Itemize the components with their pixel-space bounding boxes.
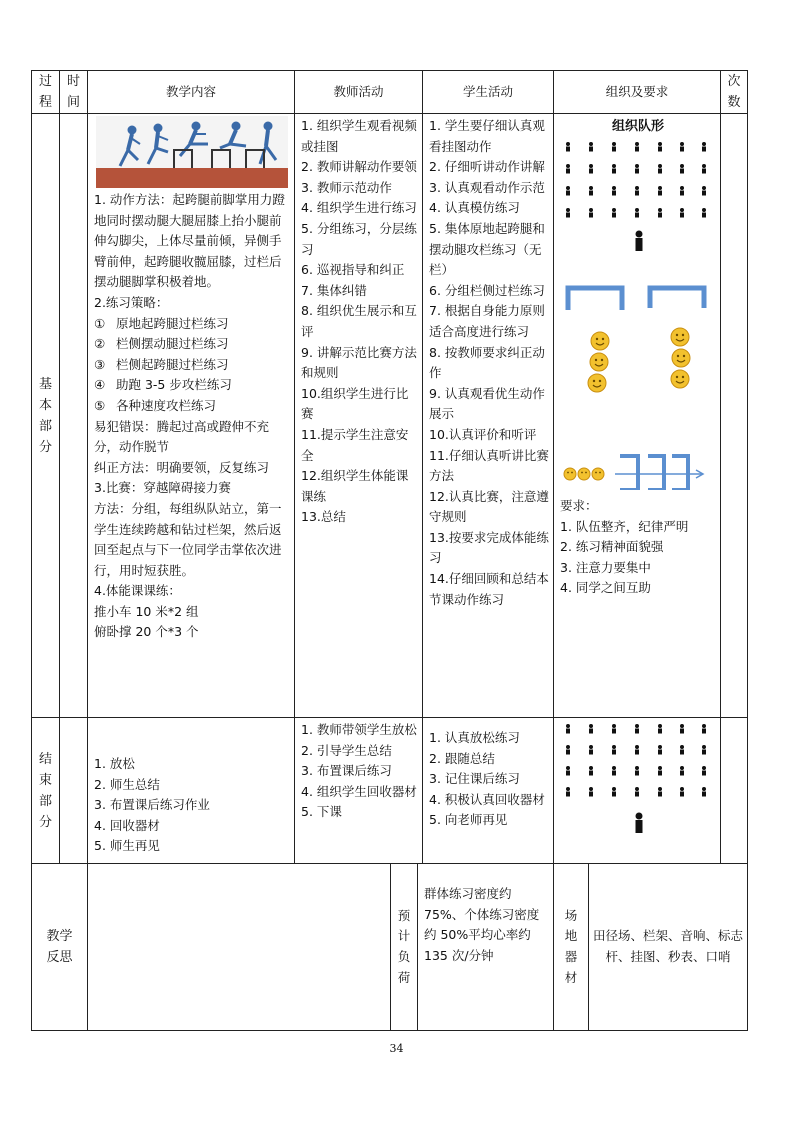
- hurdle-icon: [650, 288, 704, 308]
- venue-text: 田径场、栏架、音响、标志杆、挂图、秒表、口哨: [588, 864, 747, 1030]
- smiley-eye: [599, 380, 601, 382]
- student-figure-head: [658, 208, 662, 212]
- ending-content-item: 4. 回收器材: [94, 817, 160, 833]
- teacher-item: 9. 讲解示范比赛方法和规则: [301, 344, 417, 381]
- student-item: 14.仔细回顾和总结本节课动作练习: [429, 571, 549, 607]
- student-figure-body: [612, 191, 616, 196]
- teacher-item: 2. 教师讲解动作要领: [301, 159, 417, 175]
- student-figure-body: [612, 169, 616, 174]
- header-process-1: 过: [38, 74, 52, 89]
- student-figure-body: [566, 750, 570, 755]
- teacher-figure-head: [636, 813, 643, 820]
- smiley-eye: [593, 380, 595, 382]
- student-figure-head: [702, 724, 706, 728]
- smiley-eye: [599, 472, 601, 474]
- student-figure-head: [658, 724, 662, 728]
- student-figure-body: [589, 169, 593, 174]
- student-item: 3. 认真观看动作示范: [429, 179, 545, 195]
- venue-cell: [554, 864, 748, 1031]
- relay-hurdle-icon: [672, 456, 688, 490]
- student-figure-head: [589, 186, 593, 190]
- relay-hurdle-icon: [648, 456, 664, 490]
- student-item: 4. 认真模仿练习: [429, 200, 520, 216]
- smiley-eye: [571, 472, 573, 474]
- student-figure-body: [612, 729, 616, 734]
- student-figure-body: [680, 213, 684, 218]
- smiley-face: [672, 349, 690, 367]
- student-figure-body: [658, 147, 662, 152]
- student-figure-body: [680, 792, 684, 797]
- reflection-body: [88, 864, 554, 1031]
- teacher-item: 7. 集体纠错: [301, 282, 367, 298]
- student-figure-head: [680, 745, 684, 749]
- formation-title: 组织队形: [611, 119, 664, 134]
- student-figure-head: [635, 208, 639, 212]
- teacher-item: 3. 教师示范动作: [301, 179, 392, 195]
- student-figure-body: [589, 771, 593, 776]
- ending-teacher-item: 5. 下课: [301, 804, 342, 820]
- student-figure-body: [566, 169, 570, 174]
- student-figure-body: [658, 191, 662, 196]
- ending-content-item: 1. 放松: [94, 756, 135, 771]
- student-figure-head: [658, 745, 662, 749]
- student-figure-head: [658, 787, 662, 791]
- student-figure-body: [680, 169, 684, 174]
- student-figure-head: [702, 208, 706, 212]
- ending-content-item: 5. 师生再见: [94, 838, 160, 854]
- student-figure-head: [612, 745, 616, 749]
- formation-diagram: [560, 138, 715, 490]
- ending-teacher-item: 2. 引导学生总结: [301, 742, 392, 758]
- ending-row: [32, 718, 748, 864]
- student-figure-head: [566, 787, 570, 791]
- teacher-item: 11.提示学生注意安全: [301, 426, 409, 463]
- header-teacher: 教师活动: [295, 71, 423, 114]
- student-figure-head: [589, 724, 593, 728]
- student-figure-head: [635, 142, 639, 146]
- header-process-2: 程: [38, 95, 52, 110]
- ending-student-item: 5. 向老师再见: [429, 812, 508, 828]
- student-figure-head: [566, 208, 570, 212]
- venue-label: 场 地 器 材: [564, 907, 578, 985]
- student-figure-head: [566, 766, 570, 770]
- content-strategy-title: 2.练习策略：: [94, 294, 169, 310]
- student-figure-head: [680, 142, 684, 146]
- student-figure-body: [702, 771, 706, 776]
- ending-student-item: 2. 跟随总结: [429, 750, 495, 766]
- content-method: 1. 动作方法：起跨腿前脚掌用力蹬地同时摆动腿大腿屈膝上抬小腿前伸勾脚尖，上体尽量前倾，异侧手臂前伸，起跨腿收髋屈膝，过栏后摆动腿脚掌积极着地。: [94, 192, 285, 290]
- student-figure-body: [680, 147, 684, 152]
- student-figure-body: [612, 750, 616, 755]
- student-figure-body: [658, 729, 662, 734]
- student-figure-body: [566, 792, 570, 797]
- student-item: 6. 分组栏侧过栏练习: [429, 282, 545, 298]
- content-fitness-1: 推小车 10 米*2 组: [94, 603, 199, 619]
- ending-teacher-item: 4. 组织学生回收器材: [301, 783, 417, 799]
- track-surface: [96, 168, 288, 188]
- teacher-item: 12.组织学生体能课课练: [301, 468, 409, 504]
- student-figure-body: [566, 191, 570, 196]
- student-figure-head: [702, 766, 706, 770]
- load-label: 预 计 负 荷: [390, 864, 417, 1030]
- student-figure-head: [589, 787, 593, 791]
- smiley-eye: [585, 472, 587, 474]
- student-figure-head: [635, 745, 639, 749]
- smiley-face: [588, 374, 606, 392]
- strategy-4: ④ 助跑 3-5 步攻栏练习: [94, 377, 232, 393]
- ending-student-item: 3. 记住课后练习: [429, 771, 520, 787]
- student-figure-head: [680, 208, 684, 212]
- smiley-eye: [683, 355, 685, 357]
- basic-count: [721, 114, 748, 718]
- student-figure-body: [612, 792, 616, 797]
- smiley-eye: [676, 376, 678, 378]
- teacher-item: 10.组织学生进行比赛: [301, 385, 409, 422]
- header-organization: 组织及要求: [554, 71, 721, 114]
- smiley-eye: [676, 334, 678, 336]
- hurdling-illustration: [96, 116, 288, 188]
- teacher-item: 1. 组织学生观看视频或挂图: [301, 118, 417, 154]
- student-figure-head: [680, 164, 684, 168]
- student-figure-head: [612, 164, 616, 168]
- smiley-eye: [602, 338, 604, 340]
- smiley-face: [591, 332, 609, 350]
- student-figure-head: [680, 724, 684, 728]
- student-figure-head: [589, 142, 593, 146]
- smiley-eye: [595, 472, 597, 474]
- requirements-title: 要求：: [560, 498, 598, 513]
- ending-content: [88, 718, 295, 864]
- student-figure-head: [658, 164, 662, 168]
- student-figure-body: [635, 750, 639, 755]
- student-item: 5. 集体原地起跨腿和摆动腿攻栏练习（无栏）: [429, 220, 545, 278]
- student-figure-body: [589, 792, 593, 797]
- ending-count: [721, 718, 748, 864]
- student-figure-body: [566, 213, 570, 218]
- ending-student-item: 4. 积极认真回收器材: [429, 791, 545, 807]
- student-figure-body: [635, 147, 639, 152]
- smiley-face: [564, 468, 576, 480]
- header-row: [32, 71, 748, 114]
- student-figure-body: [566, 771, 570, 776]
- student-figure-head: [635, 186, 639, 190]
- student-figure-body: [635, 169, 639, 174]
- student-figure-head: [612, 208, 616, 212]
- student-figure-body: [635, 191, 639, 196]
- teacher-figure-body: [636, 820, 643, 833]
- ending-student: [423, 718, 554, 864]
- basic-organization: [554, 114, 721, 718]
- smiley-face: [590, 353, 608, 371]
- teacher-figure-body: [636, 238, 643, 251]
- student-figure-head: [680, 766, 684, 770]
- student-figure-body: [612, 771, 616, 776]
- content-correction: 纠正方法：明确要领，反复练习: [94, 459, 270, 475]
- smiley-eye: [595, 359, 597, 361]
- reflection-row: [32, 864, 748, 1031]
- smiley-face: [592, 468, 604, 480]
- student-item: 1. 学生要仔细认真观看挂图动作: [429, 118, 545, 154]
- student-item: 9. 认真观看优生动作展示: [429, 385, 545, 422]
- basic-section-label: 基 本 部 分: [32, 114, 60, 718]
- content-fitness-title: 4.体能课课练：: [94, 583, 181, 599]
- student-figure-body: [635, 792, 639, 797]
- load-text: 群体练习密度约75%、个体练习密度约 50%平均心率约 135 次/分钟: [417, 864, 553, 1030]
- student-figure-head: [658, 766, 662, 770]
- student-item: 2. 仔细听讲动作讲解: [429, 159, 545, 175]
- ending-teacher-item: 3. 布置课后练习: [301, 763, 392, 779]
- student-figure-head: [635, 724, 639, 728]
- header-count: 次 数: [721, 71, 748, 114]
- student-figure-head: [612, 787, 616, 791]
- strategy-2: ② 栏侧摆动腿过栏练习: [94, 336, 229, 352]
- ending-time: [60, 718, 88, 864]
- ending-teacher: [295, 718, 423, 864]
- student-figure-head: [702, 164, 706, 168]
- student-figure-body: [702, 750, 706, 755]
- student-figure-head: [702, 745, 706, 749]
- student-figure-head: [589, 208, 593, 212]
- student-figure-head: [612, 142, 616, 146]
- student-figure-head: [589, 745, 593, 749]
- student-figure-head: [566, 745, 570, 749]
- student-figure-body: [658, 169, 662, 174]
- content-competition-method: 方法：分组，每组纵队站立，第一学生连续跨越和钻过栏架，然后返回至起点与下一位同学击掌依次进行，用时短获胜。: [94, 500, 282, 578]
- hurdle-icon: [568, 288, 622, 310]
- student-figure-head: [589, 164, 593, 168]
- student-figure-body: [566, 147, 570, 152]
- student-figure-head: [589, 766, 593, 770]
- student-item: 8. 按教师要求纠正动作: [429, 344, 545, 381]
- student-figure-body: [635, 729, 639, 734]
- student-item: 7. 根据自身能力原则适合高度进行练习: [429, 303, 545, 339]
- reflection-text-area: [88, 864, 390, 1030]
- ending-teacher-item: 1. 教师带领学生放松: [301, 722, 417, 737]
- lesson-plan-table: [31, 70, 748, 1031]
- smiley-eye: [682, 376, 684, 378]
- student-figure-head: [612, 186, 616, 190]
- teacher-item: 6. 巡视指导和纠正: [301, 262, 405, 278]
- smiley-face: [671, 370, 689, 388]
- student-figure-head: [635, 164, 639, 168]
- ending-formation-diagram: [560, 720, 715, 838]
- ending-section-label: 结 束 部 分: [32, 718, 60, 864]
- requirement-item: 1. 队伍整齐，纪律严明: [560, 518, 689, 534]
- basic-time: [60, 114, 88, 718]
- teacher-item: 13.总结: [301, 509, 346, 525]
- student-figure-head: [680, 787, 684, 791]
- ending-organization: [554, 718, 721, 864]
- student-figure-body: [680, 191, 684, 196]
- smiley-eye: [567, 472, 569, 474]
- content-competition: 3.比赛：穿越障碍接力赛: [94, 480, 231, 496]
- strategy-3: ③ 栏侧起跨腿过栏练习: [94, 356, 229, 372]
- student-figure-head: [658, 142, 662, 146]
- student-figure-body: [566, 729, 570, 734]
- student-figure-head: [612, 766, 616, 770]
- student-figure-body: [589, 191, 593, 196]
- student-figure-body: [612, 213, 616, 218]
- student-figure-body: [702, 213, 706, 218]
- teacher-item: 5. 分组练习，分层练习: [301, 220, 417, 257]
- student-figure-body: [635, 213, 639, 218]
- student-figure-head: [635, 766, 639, 770]
- student-figure-body: [589, 750, 593, 755]
- student-figure-body: [589, 147, 593, 152]
- basic-row: [32, 114, 748, 718]
- student-figure-body: [589, 729, 593, 734]
- ending-content-item: 2. 师生总结: [94, 776, 160, 792]
- content-fitness-2: 俯卧撑 20 个*3 个: [94, 624, 199, 640]
- student-figure-head: [566, 724, 570, 728]
- strategy-1: ① 原地起跨腿过栏练习: [94, 315, 229, 331]
- student-figure-body: [680, 771, 684, 776]
- ending-student-item: 1. 认真放松练习: [429, 730, 520, 745]
- student-item: 10.认真评价和听评: [429, 426, 537, 442]
- header-process: [32, 71, 60, 114]
- student-figure-head: [566, 164, 570, 168]
- student-figure-body: [702, 147, 706, 152]
- student-figure-head: [566, 186, 570, 190]
- student-figure-body: [680, 729, 684, 734]
- teacher-figure-head: [636, 231, 643, 238]
- reflection-label: 教学 反思: [32, 864, 88, 1031]
- basic-content: [88, 114, 295, 718]
- ending-content-item: 3. 布置课后练习作业: [94, 797, 210, 813]
- header-time: 时 间: [60, 71, 88, 114]
- student-figure-body: [658, 213, 662, 218]
- requirement-item: 4. 同学之间互助: [560, 580, 651, 596]
- page-number: 34: [389, 1042, 404, 1055]
- smiley-eye: [601, 359, 603, 361]
- basic-teacher: [295, 114, 423, 718]
- student-figure-head: [702, 142, 706, 146]
- student-figure-body: [702, 792, 706, 797]
- student-figure-head: [612, 724, 616, 728]
- requirement-item: 2. 练习精神面貌强: [560, 539, 664, 555]
- student-item: 13.按要求完成体能练习: [429, 529, 549, 566]
- student-figure-body: [658, 771, 662, 776]
- student-figure-body: [680, 750, 684, 755]
- strategy-5: ⑤ 各种速度攻栏练习: [94, 397, 217, 413]
- smiley-eye: [677, 355, 679, 357]
- header-content: 教学内容: [88, 71, 295, 114]
- smiley-eye: [682, 334, 684, 336]
- basic-student: [423, 114, 554, 718]
- student-item: 11.仔细认真听讲比赛方法: [429, 447, 549, 484]
- teacher-item: 8. 组织优生展示和互评: [301, 303, 417, 339]
- header-student: 学生活动: [423, 71, 554, 114]
- student-figure-body: [702, 169, 706, 174]
- requirement-item: 3. 注意力要集中: [560, 559, 651, 575]
- student-figure-head: [702, 787, 706, 791]
- student-figure-body: [612, 147, 616, 152]
- student-figure-body: [702, 191, 706, 196]
- student-figure-head: [680, 186, 684, 190]
- student-item: 12.认真比赛，注意遵守规则: [429, 488, 549, 525]
- teacher-item: 4. 组织学生进行练习: [301, 200, 417, 216]
- student-figure-body: [658, 792, 662, 797]
- student-figure-body: [589, 213, 593, 218]
- smiley-eye: [581, 472, 583, 474]
- smiley-eye: [596, 338, 598, 340]
- smiley-face: [671, 328, 689, 346]
- student-figure-body: [658, 750, 662, 755]
- student-figure-head: [635, 787, 639, 791]
- relay-hurdle-icon: [620, 456, 638, 490]
- content-errors: 易犯错误：腾起过高或蹬伸不充分，动作脱节: [94, 418, 270, 455]
- smiley-face: [578, 468, 590, 480]
- student-figure-head: [566, 142, 570, 146]
- student-figure-body: [635, 771, 639, 776]
- student-figure-body: [702, 729, 706, 734]
- student-figure-head: [702, 186, 706, 190]
- student-figure-head: [658, 186, 662, 190]
